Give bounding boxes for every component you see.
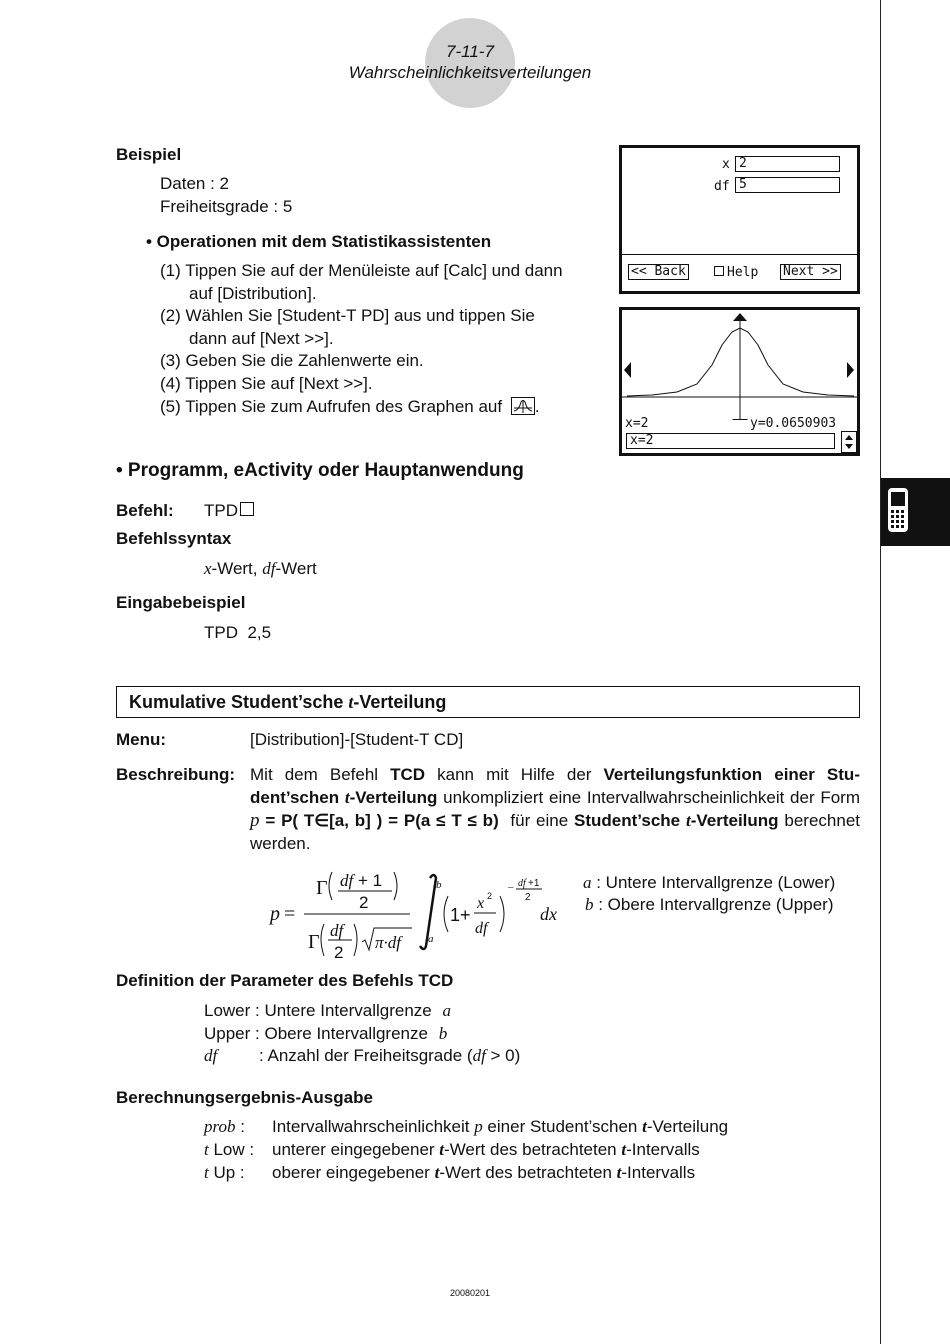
- checkbox-box[interactable]: [714, 266, 724, 276]
- space-box-icon: [240, 502, 254, 516]
- df-label: df: [714, 179, 730, 194]
- svg-text:dx: dx: [540, 904, 557, 924]
- command-label: Befehl:: [116, 501, 174, 520]
- program-heading: • Programm, eActivity oder Hauptanwendung: [116, 460, 524, 481]
- step-5-text: (5) Tippen Sie zum Aufrufen des Graphen auf: [160, 397, 503, 416]
- next-button[interactable]: Next >>: [780, 264, 841, 280]
- command-value: TPD: [204, 501, 254, 521]
- step-4: (4) Tippen Sie auf [Next >>].: [160, 374, 373, 393]
- page-number: 7-11-7: [446, 42, 494, 61]
- y-readout: y=0.0650903: [750, 416, 837, 431]
- section-title: Kumulative Student’sche t-Verteilung: [129, 692, 447, 712]
- svg-text:+1: +1: [528, 878, 540, 889]
- section-title-box: [116, 686, 860, 718]
- help-checkbox[interactable]: [714, 265, 758, 280]
- tcd-formula: [266, 866, 566, 961]
- step-2: (2) Wählen Sie [Student-T PD] aus und tippen Sie: [160, 306, 535, 325]
- trace-down-arrow: [732, 419, 748, 420]
- svg-text:a: a: [428, 933, 434, 945]
- legend-a: a : Untere Intervallgrenze (Lower): [583, 873, 836, 892]
- svg-text:df: df: [340, 871, 354, 890]
- x-readout: x=2: [625, 416, 649, 431]
- x-field[interactable]: 2: [735, 156, 840, 172]
- output-heading: Berechnungsergebnis-Ausgabe: [116, 1088, 373, 1107]
- svg-text:=: =: [284, 903, 296, 925]
- footer-code: 20080201: [449, 1288, 491, 1298]
- step-2-cont: dann auf [Next >>].: [189, 329, 334, 348]
- trace-up-arrow: [733, 313, 747, 321]
- example-heading: Beispiel: [116, 145, 182, 164]
- svg-text:x: x: [477, 895, 485, 912]
- svg-text:2: 2: [487, 891, 493, 901]
- svg-text:π·df: π·df: [375, 933, 401, 952]
- output-prob: prob : Intervallwahrscheinlichkeit p einer Student’schen t-Verteilung: [204, 1117, 729, 1136]
- svg-text:1+: 1+: [450, 905, 471, 925]
- calc-screen-graph: [619, 307, 860, 456]
- ops-heading: • Operationen mit dem Statistikassistenten: [146, 232, 492, 251]
- scroll-right-arrow: [847, 362, 854, 378]
- param-upper: Upper : Obere Intervallgrenze b: [204, 1024, 448, 1043]
- param-lower: Lower : Untere Intervallgrenze a: [204, 1001, 451, 1020]
- syntax-label: Befehlssyntax: [116, 529, 232, 548]
- back-button[interactable]: << Back: [628, 264, 689, 280]
- menu-value: [Distribution]-[Student-T CD]: [250, 730, 464, 749]
- svg-text:2: 2: [334, 943, 344, 961]
- density-graph: [622, 310, 857, 420]
- calculator-icon: [881, 478, 950, 546]
- example-df: Freiheitsgrade : 5: [160, 197, 293, 216]
- param-df: df : Anzahl der Freiheitsgrade (df > 0): [204, 1046, 521, 1065]
- x-label: x: [722, 157, 730, 172]
- svg-text:df: df: [518, 878, 526, 889]
- params-heading: Definition der Parameter des Befehls TCD: [116, 971, 454, 990]
- step-5-end: .: [534, 397, 540, 416]
- input-example-label: Eingabebeispiel: [116, 593, 246, 612]
- help-label: Help: [727, 265, 759, 280]
- step-3: (3) Geben Sie die Zahlenwerte ein.: [160, 351, 424, 370]
- syntax-value: x-Wert, df-Wert: [204, 559, 317, 578]
- step-1-cont: auf [Distribution].: [189, 284, 317, 303]
- output-tup: t Up : oberer eingegebener t-Wert des betrachteten t-Intervalls: [204, 1163, 696, 1182]
- svg-text:–: –: [508, 881, 514, 893]
- svg-text:b: b: [436, 879, 442, 891]
- svg-text:+ 1: + 1: [358, 871, 383, 890]
- svg-text:2: 2: [359, 893, 369, 912]
- description-text: Mit dem Befehl TCD kann mit Hilfe der Verteilungsfunktion einer Stu-dent’schen t-Verteilung unkompliziert eine Intervallwahrscheinlichkeit der Form p = P( T∈[a, b] ) = P(a ≤ T ≤ b) für eine Student’sche t-Verteilung berechnet werden.: [250, 765, 861, 853]
- calc-screen-input: [619, 145, 860, 294]
- df-field[interactable]: 5: [735, 177, 840, 193]
- stepper-button[interactable]: [841, 431, 857, 453]
- legend-b: b : Obere Intervallgrenze (Upper): [585, 895, 834, 914]
- scroll-left-arrow: [624, 362, 631, 378]
- svg-text:df: df: [330, 921, 344, 940]
- svg-text:p: p: [270, 903, 280, 925]
- svg-text:2: 2: [525, 892, 531, 903]
- graph-button-icon: [511, 397, 535, 415]
- graph-input-field[interactable]: x=2: [626, 433, 835, 449]
- svg-text:df: df: [475, 920, 488, 937]
- page-edge-line: [880, 0, 881, 1344]
- description-label: Beschreibung:: [116, 765, 236, 784]
- input-example-value: TPD 2,5: [204, 623, 272, 642]
- stepper-arrows-icon: [842, 432, 856, 452]
- screen-divider: [622, 254, 857, 255]
- step-5: [160, 397, 540, 417]
- menu-label: Menu:: [116, 730, 167, 749]
- svg-text:Γ: Γ: [308, 931, 320, 953]
- side-tab: [881, 478, 950, 546]
- example-data: Daten : 2: [160, 174, 229, 193]
- section-title: Wahrscheinlichkeitsverteilungen: [348, 63, 592, 82]
- output-tlow: t Low : unterer eingegebener t-Wert des betrachteten t-Intervalls: [204, 1140, 700, 1159]
- step-1: (1) Tippen Sie auf der Menüleiste auf [Calc] und dann: [160, 261, 563, 280]
- svg-text:Γ: Γ: [316, 877, 328, 899]
